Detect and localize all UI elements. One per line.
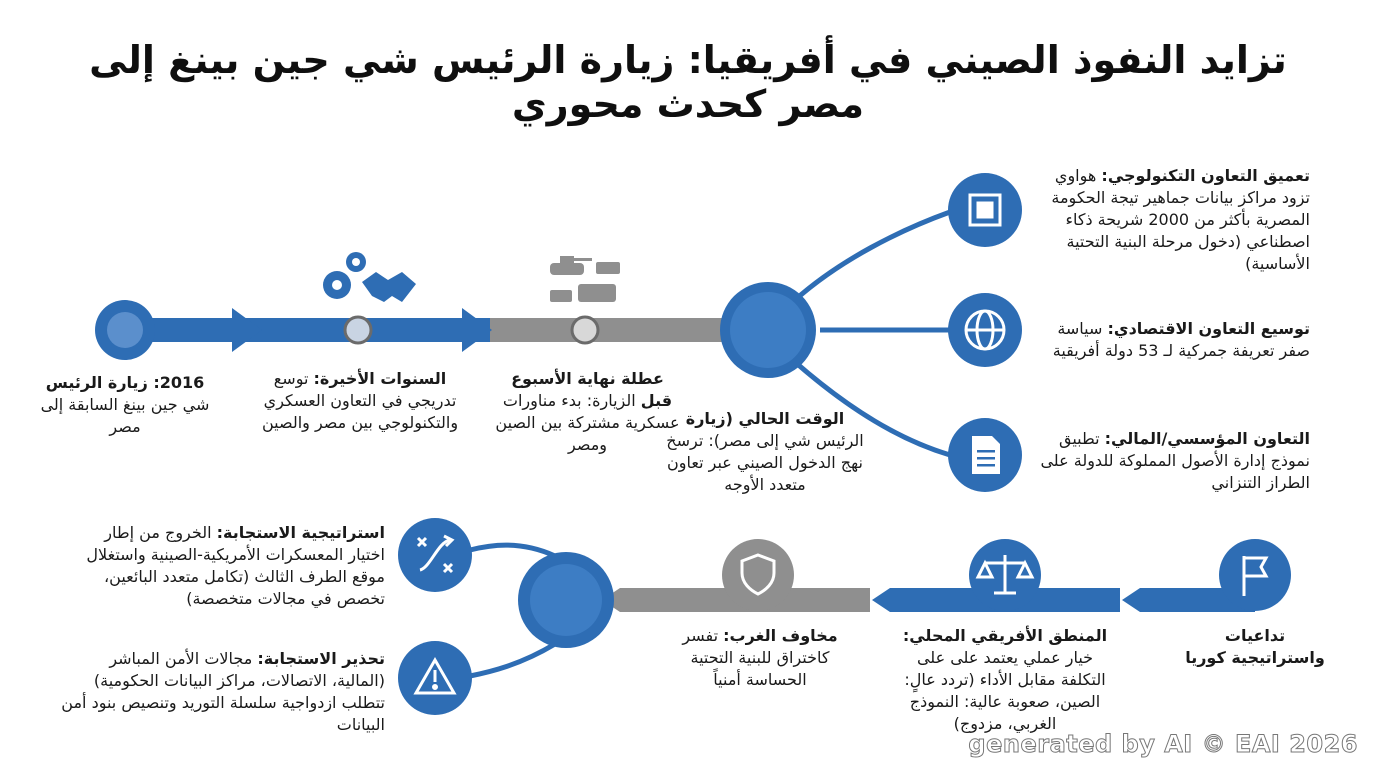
strategy-warning-label: تحذير الاستجابة: مجالات الأمن المباشر (المالية، الاتصالات، مراكز البيانات الحكومية) تتطلب ازدواجية سلسلة التوريد وتنصيص بنود أمن البيانات (61, 649, 385, 734)
timeline-label-weekend: عطلة نهاية الأسبوع قبل الزيارة: بدء مناورات عسكرية مشتركة بين الصين ومصر (495, 369, 680, 454)
node-weekend (572, 317, 598, 343)
timeline-label-recent: السنوات الأخيرة: توسع تدريجي في التعاون العسكري والتكنولوجي بين مصر والصين (261, 369, 459, 432)
node-recent (345, 317, 371, 343)
bottom-west-concerns-label: مخاوف الغرب: تفسر كاختراق للبنية التحتية الحساسة أمنياً (682, 626, 838, 689)
document-icon (972, 436, 1000, 474)
timeline-label-2016: 2016: زيارة الرئيس شي جين بينغ السابقة إلى مصر (40, 373, 210, 436)
timeline-bar-blue (120, 318, 500, 342)
military-vehicles-icon (550, 256, 620, 302)
timeline-label-current: الوقت الحالي (زيارة الرئيس شي إلى مصر): ترسخ نهج الدخول الصيني عبر تعاون متعدد الأوجه (666, 409, 864, 494)
shield-circle (722, 539, 794, 611)
branch-institutional-label: التعاون المؤسسي/المالي: تطبيق نموذج إدارة الأصول المملوكة للدولة على الطراز التنزاني (1040, 429, 1310, 492)
timeline-bar-gray (490, 318, 740, 342)
gears-handshake-icon (323, 252, 416, 302)
branch-tech-label: تعميق التعاون التكنولوجي: هواوي تزود مراكز بيانات جماهير تيجة الحكومة المصرية بأكثر من 2000 شريحة ذكاء اصطناعي (دخول مرحلة البنية التحتية الأساسية) (1051, 166, 1310, 273)
timeline-arrow-2 (462, 308, 492, 352)
page-title: تزايد النفوذ الصيني في أفريقيا: زيارة الرئيس شي جين بينغ إلى مصر كحدث محوري (89, 38, 1287, 126)
bottom-african-logic-label: المنطق الأفريقي المحلي: خيار عملي يعتمد على على التكلفة مقابل الأداء (تردد عالٍ: الصين، صعوبة عالية: النموذج الغربي، مزدوج) (902, 626, 1108, 733)
bottom-korea-label: تداعيات واستراتيجية كوريا (1185, 626, 1325, 667)
branch-economic-label: توسيع التعاون الاقتصادي: سياسة صفر تعريفة جمركية لـ 53 دولة أفريقية (1052, 319, 1310, 360)
watermark: generated by AI © EAI 2026 (968, 730, 1358, 758)
strategy-response-label: استراتيجية الاستجابة: الخروج من إطار اختيار المعسكرات الأمريكية-الصينية واستغلال موقع الطرف الثالث (تكامل متعدد البائعين، تخصص في مجالات متخصصة) (86, 523, 385, 608)
